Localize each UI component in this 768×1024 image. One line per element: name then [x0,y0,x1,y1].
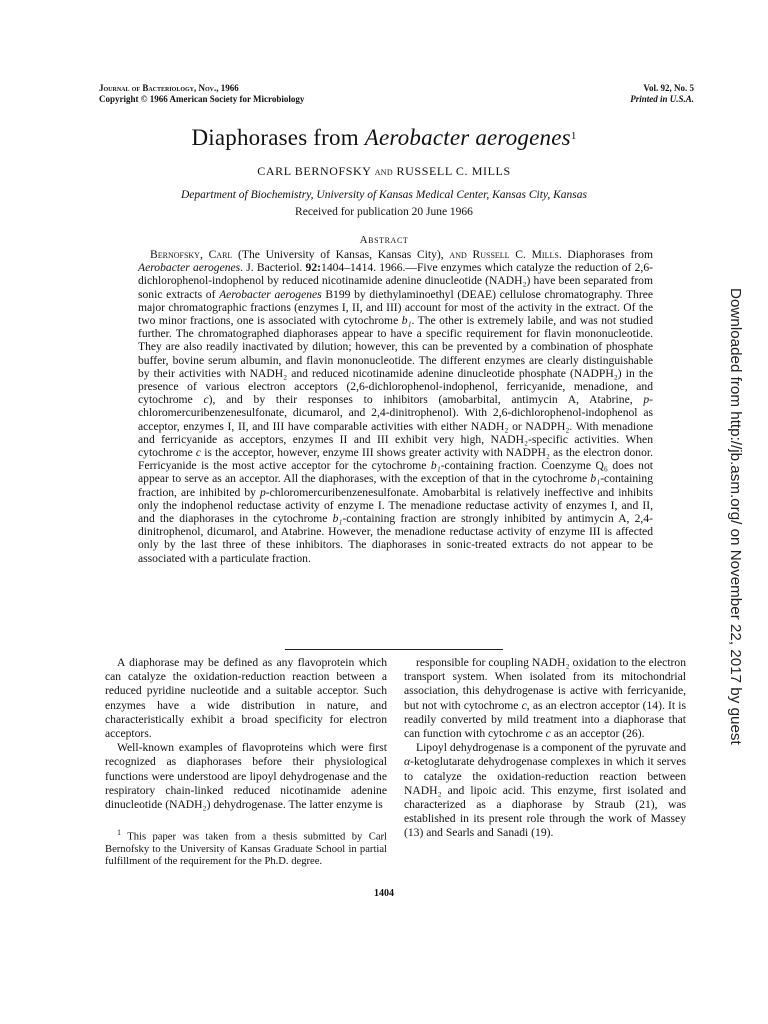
abstract-cyt-c-1: c [203,393,209,407]
author-and: and [374,166,393,178]
abstract-and: and [449,248,467,261]
body-italic: α [404,755,411,769]
author-first: CARL BERNOFSKY [257,164,375,178]
download-watermark-wrap [724,288,764,758]
abstract-heading: Abstract [359,234,409,246]
body-text: , as an electron acceptor (14). It is readily converted by mild treatment into a diaphorase that can function with cytochrome [404,698,686,741]
body-paragraph [404,741,686,840]
body-italic: c [545,727,551,741]
abstract-cyt-c-2: c [195,446,202,460]
abstract-cyt-b1-2: b₁ [430,459,441,473]
abstract-text [138,248,653,565]
page-number: 1404 [374,888,394,899]
section-divider [285,649,503,650]
abstract-cyt-b1-4: b₁ [332,512,343,526]
footnote-mark: 1 [117,828,121,837]
abstract-citation-journal: . J. Bacteriol. [240,261,306,275]
body-text: Lipoyl dehydrogenase is a component of the pyruvate and [416,741,686,755]
printed-label: Printed in U.S.A. [630,94,694,104]
body-paragraph: Well-known examples of flavoproteins which were first recognized as diaphorases before their physiological functions were understood are lipoyl dehydrogenase and the respiratory chain-linked reduced nicotinamide adenine dinucleotide (NADH₂) dehydrogenase. The latter enzyme is [105,741,387,812]
author-line [0,164,768,179]
body-text: -ketoglutarate dehydrogenase complexes in which it serves to catalyze the oxidation-reduction reaction between NADH₂ and lipoic acid. This enzyme, first isolated and characterized as a diaphorase by Straub (21), was established in its present role through the work of Massey (13) and Searls and Sanadi (19). [404,755,686,840]
abstract-body-1: B199 by diethylaminoethyl (DEAE) cellulose chromatography. Three major chromatographic fractions (enzymes I, II, and III) account for most of the activity in the extract. Of the two minor fractions, one is associated with cytochrome [138,287,654,328]
paper-title [0,124,768,152]
download-watermark: Downloaded from http://jb.asm.org/ on November 22, 2017 by guest [727,288,744,745]
abstract-author2: Russell C. Mills [466,248,559,261]
abstract-cyt-b1-3: b₁ [590,472,601,486]
abstract-body-7: -containing fraction, are inhibited by [138,472,653,499]
abstract-body-5: is the acceptor, however, enzyme III shows greater activity with NADPH₂ as the electron donor. Ferricyanide is the most active acceptor for the cytochrome [138,446,653,473]
footnote-text: This paper was taken from a thesis submitted by Carl Bernofsky to the University of Kansas Graduate School in partial fulfillment of the requirement for the Ph.D. degree. [105,831,387,868]
volume-header [630,83,694,105]
abstract-cyt-b1: b₁ [401,314,412,328]
affiliation: Department of Biochemistry, University of Kansas Medical Center, Kansas City, Kansas [181,189,587,201]
abstract-p-prefix-2: p [259,485,266,499]
title-footnote-mark: 1 [570,130,577,142]
abstract-body-4: -chloromercuribenzenesulfonate, dicumarol, and 2,4-dinitrophenol). With 2,6-dichlorophenol-indophenol as acceptor, enzymes I, II, and III have comparable activities with either NADH₂ or NADPH₂. With menadione and ferricyanide as acceptors, enzymes II and III exhibit very high, NADH₂-specific activities. When cytochrome [138,393,653,460]
body-column-left [105,656,387,812]
journal-label: Journal of Bacteriology, Nov., 1966 [99,83,239,93]
copyright-label: Copyright © 1966 American Society for Microbiology [99,94,305,104]
abstract-title-start: . Diaphorases from [558,248,653,261]
abstract-body-9: -containing fraction are strongly inhibited by antimycin A, 2,4-dinitrophenol, dicumarol, and Atabrine. However, the menadione reductase activity of enzyme III is affected only by the last three of these inhibitors. The diaphorases in sonic-treated extracts do not appear to be associated with a particulate fraction. [138,512,653,565]
title-organism: Aerobacter aerogenes [364,125,571,150]
abstract-aff: (The University of Kansas, Kansas City), [232,248,450,261]
body-column-right [404,656,686,841]
abstract-organism: Aerobacter aerogenes [138,261,241,275]
author-second: RUSSELL C. MILLS [392,164,511,178]
body-text: as an acceptor (26). [550,727,645,741]
abstract-citation-volume: 92: [305,261,322,275]
abstract-body-6: -containing fraction. Coenzyme Q₆ does not appear to serve as an acceptor. All the diaphorases, with the exception of that in the cytochrome [138,459,653,486]
abstract-body-8: -chloromercuribenzenesulfonate. Amobarbital is relatively ineffective and inhibits only the indophenol reductase activity of enzyme I. The menadione reductase activity of enzymes I, and II, and the diaphorases in the cytochrome [138,485,653,526]
body-text: responsible for coupling NADH₂ oxidation to the electron transport system. When isolated from its mitochondrial association, this dehydrogenase is active with ferricyanide, but not with cytochrome [404,656,686,712]
abstract-author1: Bernofsky, Carl [150,248,233,261]
abstract-body-2: . The other is extremely labile, and was not studied further. The chromatographed diaphorases appear to have a specific requirement for flavin mononucleotide. They are also readily inactivated by dilution; however, this can be prevented by a combination of phosphate buffer, bovine serum albumin, and flavin mononucleotide. The different enzymes are clearly distinguishable by their activities with NADH₂ and reduced nicotinamide adenine dinucleotide phosphate (NADPH₂) in the presence of various electron acceptors (2,6-dichlorophenol-indophenol, ferricyanide, menadione, and cytochrome [138,314,654,407]
abstract-citation-pages: 1404–1414. 1966.—Five enzymes which catalyze the reduction of 2,6-dichlorophenol-indophenol by reduced nicotinamide adenine dinucleotide (NADH₂) have been separated from sonic extracts of [138,261,653,301]
title-main: Diaphorases from [191,125,365,150]
abstract-body-3: ), and by their responses to inhibitors (amobarbital, antimycin A, Atabrine, [208,393,644,407]
body-paragraph [404,656,686,741]
footnote [105,827,387,869]
abstract-organism-2: Aerobacter aerogenes [219,287,322,301]
received-date: Received for publication 20 June 1966 [295,206,473,218]
body-paragraph: A diaphorase may be defined as any flavoprotein which can catalyze the oxidation-reduction reaction between a reduced pyridine nucleotide and a suitable acceptor. Such enzymes have a wide distribution in nature, and characteristically exhibit a broad specificity for electron acceptors. [105,656,387,741]
body-italic: c [521,698,527,712]
journal-header [99,83,304,105]
volume-label: Vol. 92, No. 5 [643,83,694,93]
abstract-p-prefix-1: p [643,393,650,407]
